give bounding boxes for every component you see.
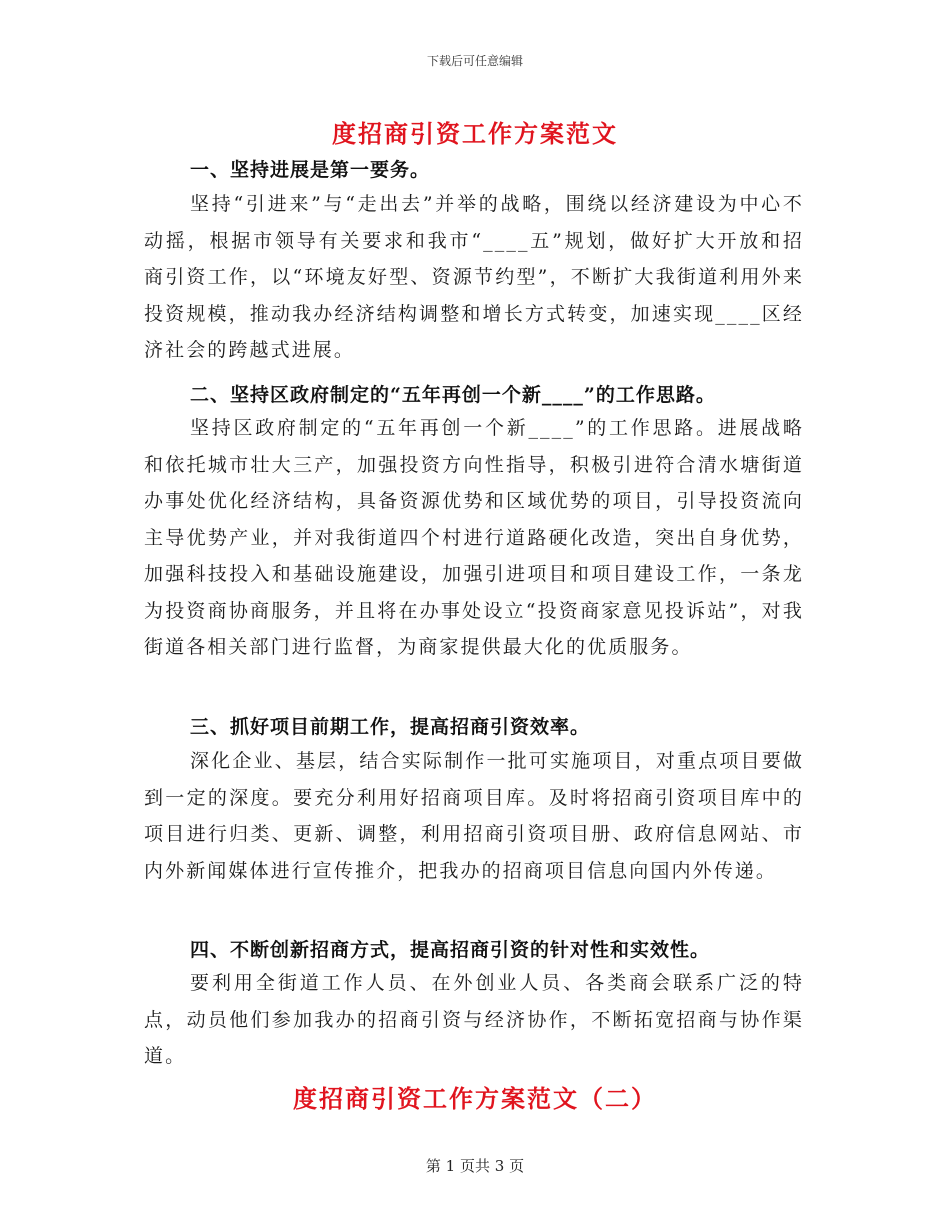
section-heading-3: 三、抓好项目前期工作，提高招商引资效率。	[190, 716, 591, 738]
document-title: 度招商引资工作方案范文	[332, 119, 618, 148]
section-heading-2: 二、坚持区政府制定的“五年再创一个新____”的工作思路。	[190, 384, 716, 406]
section-paragraph-1: 坚持“引进来”与“走出去”并举的战略，围绕以经济建设为中心不动摇，根据市领导有关要求和我市“____五”规划，做好扩大开放和招商引资工作，以“环境友好型、资源节约型”，不断扩大我街道利用外来投资规模，推动我办经济结构调整和增长方式转变，加速实现____区经济社会的跨越式进展。	[144, 193, 804, 361]
section-paragraph-2: 坚持区政府制定的“五年再创一个新____”的工作思路。进展战略和依托城市壮大三产，加强投资方向性指导，积极引进符合清水塘街道办事处优化经济结构，具备资源优势和区域优势的项目，引导投资流向主导优势产业，并对我街道四个村进行道路硬化改造，突出自身优势，加强科技投入和基础设施建设，加强引进项目和项目建设工作，一条龙为投资商协商服务，并且将在办事处设立“投资商家意见投诉站”，对我街道各相关部门进行监督，为商家提供最大化的优质服务。	[144, 417, 804, 658]
section-heading-1: 一、坚持进展是第一要务。	[190, 159, 431, 181]
section-paragraph-3: 深化企业、基层，结合实际制作一批可实施项目，对重点项目要做到一定的深度。要充分利用好招商项目库。及时将招商引资项目库中的项目进行归类、更新、调整，利用招商引资项目册、政府信息网站、市内外新闻媒体进行宣传推介，把我办的招商项目信息向国内外传递。	[144, 750, 804, 882]
section-heading-4: 四、不断创新招商方式，提高招商引资的针对性和实效性。	[190, 939, 711, 961]
section-paragraph-4: 要利用全街道工作人员、在外创业人员、各类商会联系广泛的特点，动员他们参加我办的招商引资与经济协作，不断拓宽招商与协作渠道。	[144, 972, 804, 1067]
header-note: 下载后可任意编辑	[426, 54, 523, 68]
next-document-title: 度招商引资工作方案范文（二）	[293, 1084, 657, 1113]
page-footer: 第 1 页共 3 页	[425, 1157, 525, 1175]
